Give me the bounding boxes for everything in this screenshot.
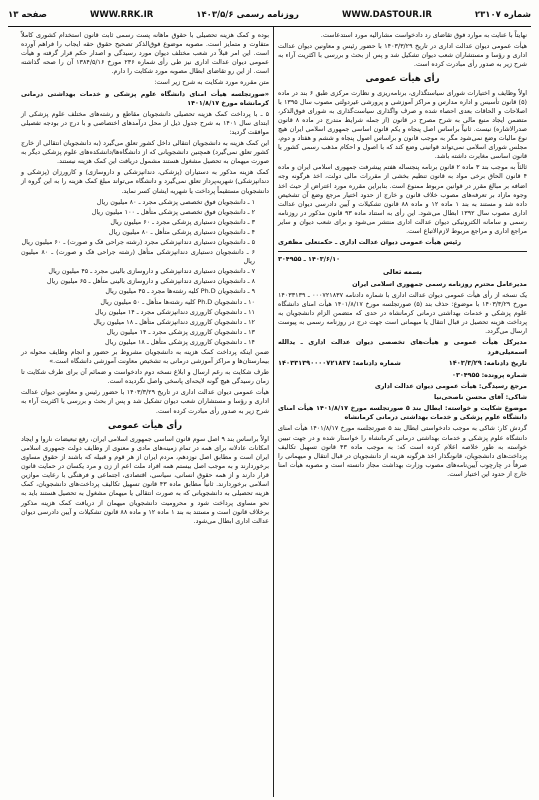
list-item: ۶ ـ دانشجویان دستیاری دندانپزشکی متأهل (رشته جراحی فک و صورت) ـ ۸۰ میلیون ریال [21, 248, 255, 266]
case-number: شماره پرونده: ۰۳۰۴۹۵۵ [452, 371, 527, 380]
reference-number: ۱۴۰۳/۶/۱۰ ـ ۳۰۴۹۵۵ [278, 255, 341, 264]
paragraph: ۵ ـ با پرداخت کمک هزینه تحصیلی دانشجویان مقاطع و رشته‌های مختلف علوم پزشکی از ابتدای سال ۱۴۰۱ به شرح جدول ذیل از محل درآمدهای اختصاصی و با درج در بودجه تفصیلی موافقت گردید: [21, 109, 269, 136]
ruling-heading: رأی هیأت عمومی [365, 74, 440, 85]
paragraph: اولاً براساس بند ۹ اصل سوم قانون اساسی جمهوری اسلامی ایران، رفع تبعیضات ناروا و ایجاد امکانات عادلانه برای همه در تمام زمینه‌های مادی و معنوی از وظایف دولت جمهوری اسلامی ایران است و مطابق اصل نوزدهم، مردم ایران از هر قوم و قبیله که باشند از حقوق مساوی برخوردارند و به موجب اصل بیستم همه افراد ملت اعم از زن و مرد یکسان در حمایت قانون قرار دارند و از همه حقوق انسانی، سیاسی، اقتصادی، اجتماعی و فرهنگی با رعایت موازین اسلامی برخوردارند. ثانیاً مطابق ماده ۴۳ قانون تسهیل تکالیف پرداخت‌های دانشجویان، کمک هزینه تحصیلی به دانشجویانی که به صورت انتقالی یا میهمان مشغول به تحصیل هستند باید به نحو مساوی پرداخت شود و محرومیت دانشجویان میهمان از دریافت کمک هزینه مذکور برخلاف قانون است و مستند به بند ۱ ماده ۱۲ و ماده ۸۸ قانون تشکیلات و آیین دادرسی دیوان عدالت اداری ابطال می‌شود. [21, 434, 269, 525]
list-item: ۱۲ ـ دانشجویان کارورزی دندانپزشکی متأهل ـ ۱۸ میلیون ریال [93, 317, 255, 326]
addressee: مدیرعامل محترم روزنامه رسمی جمهوری اسلامی ایران [352, 279, 527, 288]
paragraph: اولاً وظایف و اختیارات شورای سیاستگذاری، برنامه‌ریزی و نظارت مرکزی طبق ۶ بند در ماده (۵) قانون تأسیس و اداره مدارس و مراکز آموزشی و پرورشی غیردولتی مصوب سال ۱۳۹۵ با اصلاحات و الحاقات بعدی احصاء شده و صرف واگذاری سیاست‌گذاری به شورای فوق‌الذکر، متضمن ایجاد منبع مالی به شرح مصرح در قانون (از جمله شرایط مندرج در ماده ۸ قانون صدرالاشاره) نیست. ثانیاً براساس اصل پنجاه و یکم قانون اساسی جمهوری اسلامی ایران هیچ نوع مالیات وضع نمی‌شود مگر به موجب قانون و براساس اصول پنجاه و ششم و هفتاد و دوم، مجلس شورای اسلامی نمی‌تواند قوانینی وضع کند که با اصول و احکام مذهب رسمی کشور یا قانون اساسی مغایرت داشته باشد. [278, 88, 528, 161]
basmala: بسمه تعالی [383, 268, 422, 277]
ruling-meta [278, 359, 527, 368]
list-item: ۱۳ ـ دانشجویان کارورزی پزشکی مجرد ـ ۱۴ میلیون ریال [106, 327, 255, 336]
allowance-list [21, 198, 269, 347]
list-item: ۴ ـ دانشجویان دستیاری پزشکی متأهل ـ ۸۰ میلیون ریال [108, 227, 255, 236]
site-link-rrk[interactable]: WWW.RRK.IR [90, 10, 154, 20]
list-item: ۳ ـ دانشجویان دستیاری پزشکی مجرد ـ ۶۰ میلیون ریال [110, 217, 255, 226]
paragraph: نهایتاً با عنایت به موارد فوق تقاضای رد دادخواست مشارالیه مورد استدعاست. [320, 31, 527, 39]
list-item: ۵ ـ دانشجویان دستیاری دندانپزشکی مجرد (رشته جراحی فک و صورت) ـ ۶۰ میلیون ریال [21, 237, 255, 246]
list-item: ۱ ـ دانشجویان فوق تخصصی پزشکی مجرد ـ ۸۰ میلیون ریال [96, 197, 255, 206]
resolution-title: «صورتجلسه هیأت امنای دانشگاه علوم پزشکی و خدمات بهداشتی درمانی کرمانشاه مورخ ۱۴۰۱/۸/۱۷ [21, 89, 269, 107]
paragraph: هیأت عمومی دیوان عدالت اداری در تاریخ ۱۴۰۳/۳/۲۹ با حضور رئیس و معاونین دیوان عدالت اداری و رؤسا و مستشاران شعب دیوان تشکیل شد و پس از بحث و بررسی با اکثریت آراء به شرح زیر به صدور رأی مبادرت کرده است. [278, 42, 527, 69]
columns [8, 27, 531, 797]
list-item: ۲ ـ دانشجویان فوق تخصصی پزشکی متأهل ـ ۱۰۰ میلیون ریال [91, 207, 255, 216]
signature: رئیس هیأت عمومی دیوان عدالت اداری ـ حکمتعلی مظفری [278, 238, 462, 247]
plaintiff: شاکی: آقای محسن ناصحی‌نیا [434, 393, 527, 402]
list-item: ۷ ـ دانشجویان دستیاری دندانپزشکی و داروسازی بالینی مجرد ـ ۴۵ میلیون ریال [48, 267, 255, 276]
page-header [8, 4, 531, 27]
ruling-number: شماره دادنامه: ۱۴۰۳۳۱۳۹۰۰۰۰۷۲۱۸۳۷ [278, 358, 401, 367]
reviewing-authority: مرجع رسیدگی: هیأت عمومی دیوان عدالت اداری [374, 382, 527, 391]
paragraph: یک نسخه از رأی هیأت عمومی دیوان عدالت اداری با شماره دادنامه ۰۰۰۷۲۱۸۳۷ ـ ۱۴۰۳۳۱۳۹ مورخ ۱۴۰۳/۳/۲۹ با موضوع: حذف بند (۵) صورتجلسه مورخ ۱۴۰۱/۸/۱۷ هیأت امنای دانشگاه علوم پزشکی و خدمات بهداشتی درمانی کرمانشاه در حدی که متضمن الزام دانشجویان به پرداخت هزینه تحصیل در قبال انتقال یا میهمانی است جهت درج در روزنامه رسمی به پیوست ارسال می‌گردد. [278, 291, 528, 336]
divider [278, 251, 527, 252]
complaint-subject: موضوع شکایت و خواسته: ابطال بند ۵ صورتجلسه مورخ ۱۴۰۱/۸/۱۷ هیأت امنای دانشگاه علوم پزشکی و خدمات بهداشتی درمانی کرمانشاه [278, 404, 527, 422]
paragraph: گردش کار: شاکی به موجب دادخواستی ابطال بند ۵ صورتجلسه مورخ ۱۴۰۱/۸/۱۷ هیأت امنای دانشگاه علوم پزشکی و خدمات بهداشتی درمانی کرمانشاه را خواستار شده و در جهت تبیین خواسته به طور خلاصه اعلام کرده است که: به موجب ماده ۴۳ قانون تسهیل تکالیف پرداخت‌های دانشجویان، قانونگذار اخذ هرگونه هزینه از دانشجویان در قبال انتقال و میهمانی را صرفاً در چارچوب آیین‌نامه‌های مصوب وزارت بهداشت مجاز دانسته است و مصوبه هیأت امنا خارج از حدود این اختیار است. [278, 424, 528, 478]
list-item: ۸ ـ دانشجویان دستیاری دندانپزشکی و داروسازی بالینی متأهل ـ ۶۵ میلیون ریال [46, 277, 255, 286]
list-item: ۹ ـ دانشجویان Ph.D کلیه رشته‌ها مجرد ـ ۴۵ میلیون ریال [105, 287, 255, 296]
paragraph: بوده و کمک هزینه تحصیلی با حقوق ماهانه پست رسمی ثابت قانون استخدام کشوری کاملاً متفاوت و متمایز است. مصوبه موضوع فوق‌الذکر تصحیح حقوق حقه ایجاب را فراهم آورده است. این امر قبلاً در شعب مختلف دیوان مورد رسیدگی و اصدار حکم قرار گرفته و هیأت عمومی دیوان عدالت اداری نیز طی رأی شماره ۲۳۶ مورخ ۱۳۸۴/۵/۱۶ آن را صحه گذاشته است. از این رو تقاضای ابطال مصوبه مورد شکایت را دارم. [21, 31, 269, 76]
paragraph: متن مقرره مورد شکایت به شرح زیر است: [154, 78, 269, 87]
issue-number: شماره ۲۳۱۰۷ [474, 10, 531, 20]
ruling-date: تاریخ دادنامه: ۱۴۰۳/۳/۲۹ [448, 358, 527, 367]
paragraph: هیأت عمومی دیوان عدالت اداری در تاریخ ۱۴۰۳/۳/۲۹ با حضور رئیس و معاونین دیوان عدالت اداری و رؤسا و مستشاران شعب دیوان تشکیل شد و پس از بحث و بررسی با اکثریت آراء به شرح زیر به صدور رأی مبادرت کرده است. [21, 388, 269, 415]
site-link-dastour[interactable]: WWW.DASTOUR.IR [341, 10, 432, 20]
newspaper-date: روزنامه رسمی ۱۴۰۳/۵/۶ [196, 10, 299, 20]
list-item: ۱۰ ـ دانشجویان Ph.D کلیه رشته‌ها متأهل ـ ۵۰ میلیون ریال [100, 297, 255, 306]
ruling-heading: رأی هیأت عمومی [107, 420, 183, 431]
right-column [274, 27, 531, 797]
page-number: صفحه ۱۳ [8, 10, 48, 20]
paragraph: این کمک هزینه به دانشجویان انتقالی داخل کشور تعلق می‌گیرد (به دانشجویان انتقالی از خارج کشور تعلق نمی‌گیرد) همچنین دانشجویانی که از دانشگاه‌ها/دانشکده‌های علوم پزشکی دیگر به صورت میهمان به تحصیل مشغول هستند مشمول دریافت این کمک هزینه نیستند. [21, 139, 269, 166]
paragraph: ضمن اینکه پرداخت کمک هزینه به دانشجویان مشروط بر حضور و انجام وظایف محوله در بیمارستان‌ها و مراکز آموزشی درمانی به تشخیص معاونت آموزشی دانشگاه است.» [21, 348, 269, 366]
paragraph: کمک هزینه مذکور به دستیاران (پزشکی، دندانپزشکی و داروسازی) و کارورزان (پزشکی و دندانپزشکی) شهریه‌پرداز تعلق نمی‌گیرد و دانشگاه می‌تواند مبلغ کمک هزینه را به این گروه از دانشجویان مستقیماً پرداخت یا شهریه ایشان کسر نماید. [21, 168, 269, 195]
left-column [17, 27, 274, 797]
list-item: ۱۴ ـ دانشجویان کارورزی پزشکی متأهل ـ ۱۸ میلیون ریال [105, 337, 255, 346]
list-item: ۱۱ ـ دانشجویان کارورزی دندانپزشکی مجرد ـ ۱۴ میلیون ریال [94, 307, 255, 316]
signature: مدیرکل هیأت عمومی و هیأت‌های تخصصی دیوان عدالت اداری ـ یدالله اسمعیلی‌فرد [278, 338, 527, 356]
paragraph: ثالثاً به موجب بند ۳ ماده ۲ قانون برنامه پنجساله هفتم پیشرفت جمهوری اسلامی ایران و ماده ۴ قانون الحاق برخی مواد به قانون تنظیم بخشی از مقررات مالی دولت، اخذ هرگونه وجه اضافه بر مبالغ مقرر در قوانین مربوط ممنوع است. بنابراین مقرره مورد اعتراض از حیث اخذ وجوه مازاد بر تعرفه‌های مصوب خلاف قانون و خارج از حدود اختیار مرجع وضع آن تشخیص داده شد و مستند به بند ۱ ماده ۱۲ و ماده ۸۸ قانون تشکیلات و آیین دادرسی دیوان عدالت اداری مصوب سال ۱۳۹۲ ابطال می‌شود. این رأی به استناد ماده ۹۳ قانون مذکور در روزنامه رسمی و سامانه الکترونیکی دیوان عدالت اداری منتشر می‌شود و برای شعب دیوان و سایر مراجع اداری و مراجع مربوط لازم‌الاتباع است. [278, 163, 528, 235]
paragraph: طرف شکایت به رغم ارسال و ابلاغ نسخه دوم دادخواست و ضمائم آن برای طرف شکایت تا زمان رسیدگی هیچ گونه لایحه‌ای پاسخی واصل نگردیده است. [21, 368, 269, 386]
